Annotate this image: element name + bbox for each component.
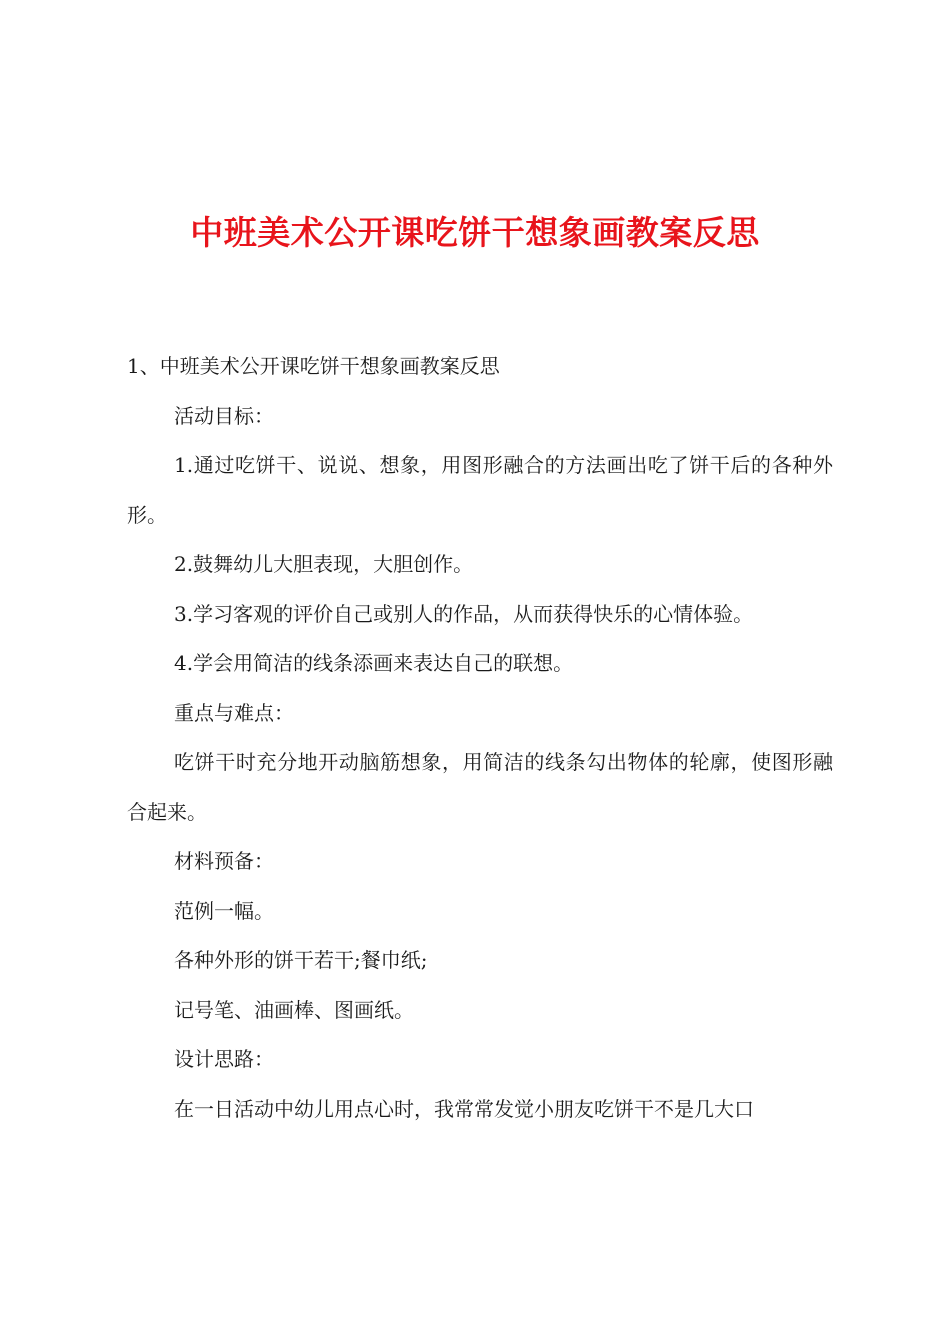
subheading-materials: 材料预备： <box>174 849 274 873</box>
paragraph-material-3: 记号笔、油画棒、图画纸。 <box>174 997 414 1022</box>
document-body <box>127 342 833 1134</box>
paragraph-design: 在一日活动中幼儿用点心时，我常常发觉小朋友吃饼干不是几大口 <box>174 1096 754 1121</box>
paragraph-goal-4: 4.学会用简洁的线条添画来表达自己的联想。 <box>174 651 574 675</box>
paragraph-material-1: 范例一幅。 <box>174 898 274 923</box>
document-title: 中班美术公开课吃饼干想象画教案反思 <box>190 213 760 252</box>
section-heading: 1、中班美术公开课吃饼干想象画教案反思 <box>127 354 500 378</box>
paragraph-goal-3: 3.学习客观的评价自己或别人的作品，从而获得快乐的心情体验。 <box>174 601 754 626</box>
paragraph-material-2: 各种外形的饼干若干;餐巾纸; <box>174 948 428 972</box>
paragraph-goal-1: 1.通过吃饼干、说说、想象，用图形融合的方法画出吃了饼干后的各种外形。 <box>127 453 833 527</box>
subheading-goals: 活动目标： <box>174 403 274 428</box>
paragraph-key-points: 吃饼干时充分地开动脑筋想象，用简洁的线条勾出物体的轮廓，使图形融合起来。 <box>127 750 833 824</box>
subheading-key-points: 重点与难点： <box>174 700 294 725</box>
paragraph-goal-2: 2.鼓舞幼儿大胆表现，大胆创作。 <box>174 552 474 576</box>
subheading-design: 设计思路： <box>174 1047 274 1071</box>
